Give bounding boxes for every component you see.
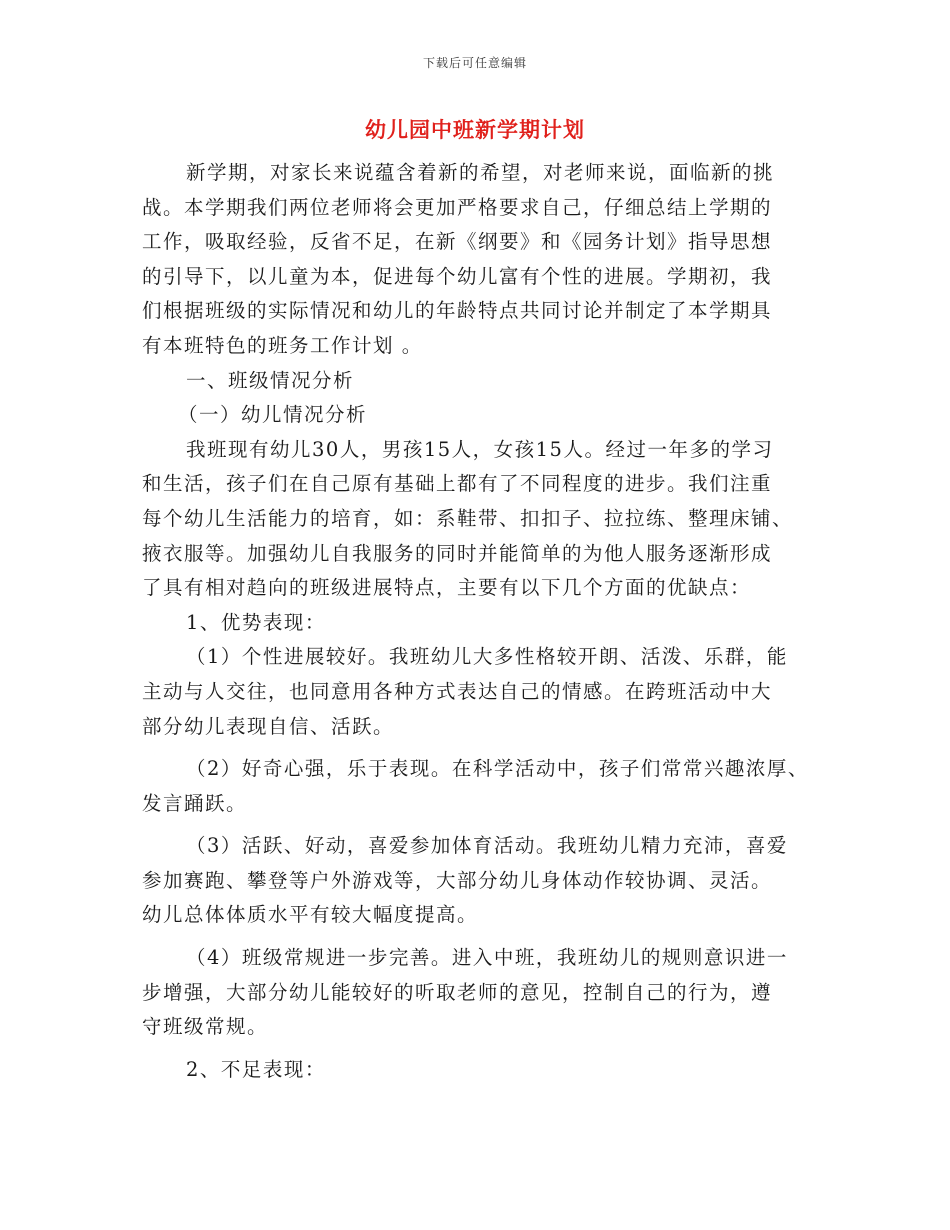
text-line: （3）活跃、好动，喜爱参加体育活动。我班幼儿精力充沛，喜爱 <box>186 834 788 858</box>
text-line: 步增强，大部分幼儿能较好的听取老师的意见，控制自己的行为，遵 <box>142 980 773 1004</box>
text-line: 掖衣服等。加强幼儿自我服务的同时并能简单的为他人服务逐渐形成 <box>142 541 773 565</box>
text-line: 主动与人交往，也同意用各种方式表达自己的情感。在跨班活动中大 <box>142 679 773 703</box>
text-line: 工作，吸取经验，反省不足，在新《纲要》和《园务计划》指导思想 <box>142 230 773 254</box>
document-title: 幼儿园中班新学期计划 <box>365 117 585 142</box>
text-line: 2、不足表现： <box>186 1057 326 1081</box>
text-line: 幼儿总体体质水平有较大幅度提高。 <box>142 903 479 927</box>
text-line: 新学期，对家长来说蕴含着新的希望，对老师来说，面临新的挑 <box>186 161 775 184</box>
text-line: 我班现有幼儿30人，男孩15人，女孩15人。经过一年多的学习 <box>186 437 774 461</box>
paragraph-gap <box>142 744 832 752</box>
header-note: 下载后可任意编辑 <box>422 56 527 70</box>
text-line: 的引导下，以儿童为本，促进每个幼儿富有个性的进展。学期初，我 <box>142 264 773 288</box>
text-line: 和生活，孩子们在自己原有基础上都有了不同程度的进步。我们注重 <box>142 472 773 496</box>
text-line: 战。本学期我们两位老师将会更加严格要求自己，仔细总结上学期的 <box>142 195 773 219</box>
text-line: （一）幼儿情况分析 <box>178 403 368 427</box>
text-line: 每个幼儿生活能力的培育，如：系鞋带、扣扣子、拉拉练、整理床铺、 <box>142 506 794 530</box>
text-line: （4）班级常规进一步完善。进入中班，我班幼儿的规则意识进一 <box>186 946 788 970</box>
text-line: （2）好奇心强，乐于表现。在科学活动中，孩子们常常兴趣浓厚、 <box>186 757 809 781</box>
text-line: 了具有相对趋向的班级进展特点，主要有以下几个方面的优缺点： <box>142 576 752 600</box>
text-line: 一、班级情况分析 <box>186 368 355 392</box>
text-line: 守班级常规。 <box>142 1015 269 1039</box>
paragraph-gap <box>142 821 832 829</box>
text-line: 部分幼儿表现自信、活跃。 <box>142 714 395 738</box>
text-line: 有本班特色的班务工作计划 。 <box>142 333 423 357</box>
text-line: 们根据班级的实际情况和幼儿的年龄特点共同讨论并制定了本学期具 <box>142 299 773 323</box>
text-line: 1、优势表现： <box>186 610 326 634</box>
paragraph-gap <box>142 1045 832 1053</box>
document-body <box>142 156 832 1087</box>
text-line: 参加赛跑、攀登等户外游戏等，大部分幼儿身体动作较协调、灵活。 <box>142 868 773 892</box>
text-line: （1）个性进展较好。我班幼儿大多性格较开朗、活泼、乐群，能 <box>186 645 788 669</box>
paragraph-gap <box>142 933 832 941</box>
text-line: 发言踊跃。 <box>142 791 248 815</box>
